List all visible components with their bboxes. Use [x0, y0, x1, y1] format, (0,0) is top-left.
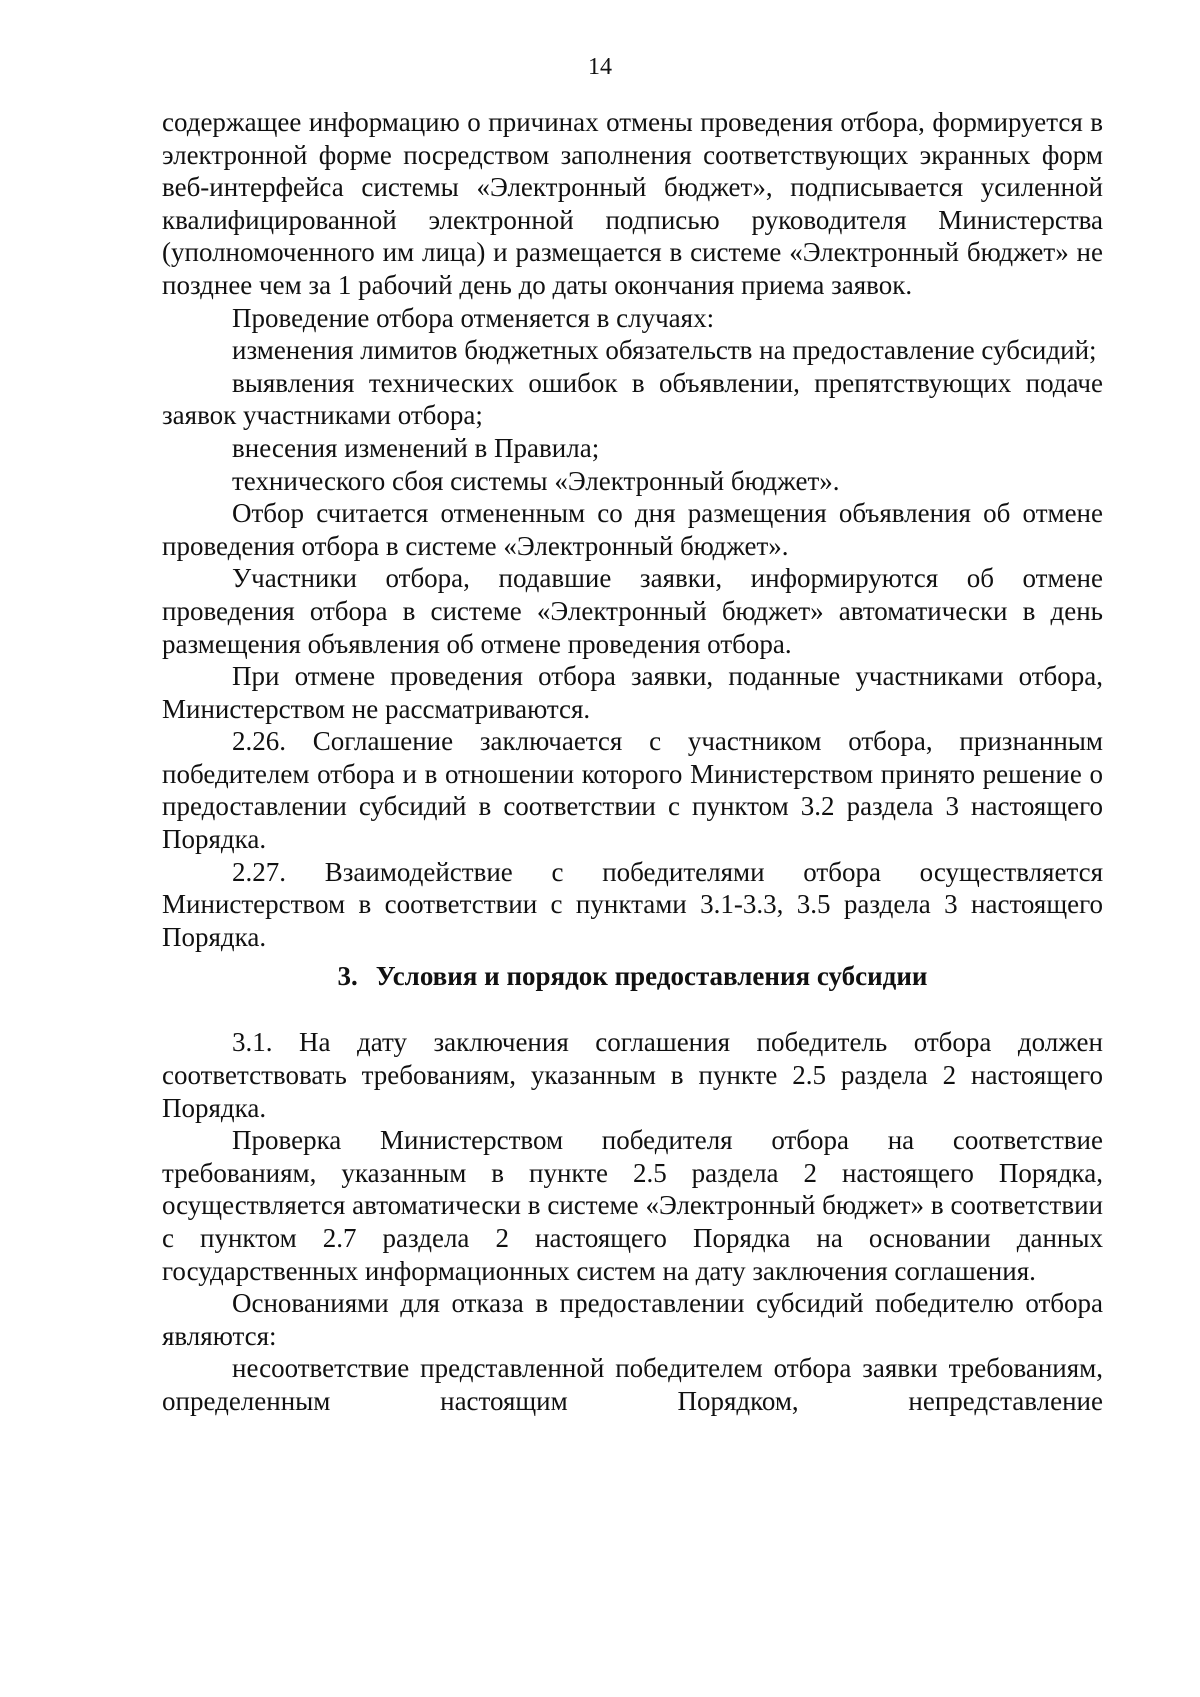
section-title: Условия и порядок предоставления субсидии [375, 961, 928, 992]
paragraph-refusal-ground-noncompliance: несоответствие представленной победителем отбора заявки требованиям, определенным настоящим Порядком, непредставление [162, 1353, 1103, 1416]
paragraph-cancellation-cases-intro: Проведение отбора отменяется в случаях: [232, 302, 715, 333]
paragraph-clause-3-1: 3.1. На дату заключения соглашения победитель отбора должен соответствовать требованиям, указанным в пункте 2.5 раздела 2 настоящего Порядка. [162, 1027, 1103, 1123]
paragraph-case-rules-amendment: внесения изменений в Правила; [232, 432, 600, 463]
section-number: 3. [337, 961, 358, 992]
section-heading [162, 959, 1103, 993]
paragraph-case-system-failure: технического сбоя системы «Электронный бюджет». [232, 465, 840, 496]
paragraph-winner-verification: Проверка Министерством победителя отбора на соответствие требованиям, указанным в пункте 2.5 раздела 2 настоящего Порядка, осуществляется автоматически в системе «Электронный бюджет» в соответствии с пунктом 2.7 раздела 2 настоящего Порядка на основании данных государственных информационных систем на дату заключения соглашения. [162, 1125, 1103, 1286]
paragraph-case-limits-change: изменения лимитов бюджетных обязательств на предоставление субсидий; [232, 335, 1097, 366]
paragraph-clause-2-26: 2.26. Соглашение заключается с участником отбора, признанным победителем отбора и в отношении которого Министерством принято решение о предоставлении субсидий в соответствии с пунктом 3.2 раздела 3 настоящего Порядка. [162, 726, 1103, 855]
paragraph-applications-not-reviewed: При отмене проведения отбора заявки, поданные участниками отбора, Министерством не рассматриваются. [162, 661, 1103, 724]
paragraph-clause-2-27: 2.27. Взаимодействие с победителями отбора осуществляется Министерством в соответствии с пунктами 3.1-3.3, 3.5 раздела 3 настоящего Порядка. [162, 856, 1103, 952]
paragraph-refusal-grounds-intro: Основаниями для отказа в предоставлении субсидий победителю отбора являются: [162, 1288, 1103, 1351]
paragraph-case-technical-errors: выявления технических ошибок в объявлении, препятствующих подаче заявок участниками отбора; [162, 367, 1103, 431]
page-number: 14 [588, 54, 612, 80]
document-body [162, 106, 1103, 1418]
paragraph-selection-cancelled: Отбор считается отмененным со дня размещения объявления об отмене проведения отбора в системе «Электронный бюджет». [162, 498, 1103, 561]
paragraph-participants-informed: Участники отбора, подавшие заявки, информируются об отмене проведения отбора в системе «Электронный бюджет» автоматически в день размещения объявления об отмене проведения отбора. [162, 563, 1103, 659]
paragraph-cancellation-notice: содержащее информацию о причинах отмены проведения отбора, формируется в электронной форме посредством заполнения соответствующих экранных форм веб-интерфейса системы «Электронный бюджет», подписывается усиленной квалифицированной электронной подписью руководителя Министерства (уполномоченного им лица) и размещается в системе «Электронный бюджет» не позднее чем за 1 рабочий день до даты окончания приема заявок. [162, 107, 1103, 300]
